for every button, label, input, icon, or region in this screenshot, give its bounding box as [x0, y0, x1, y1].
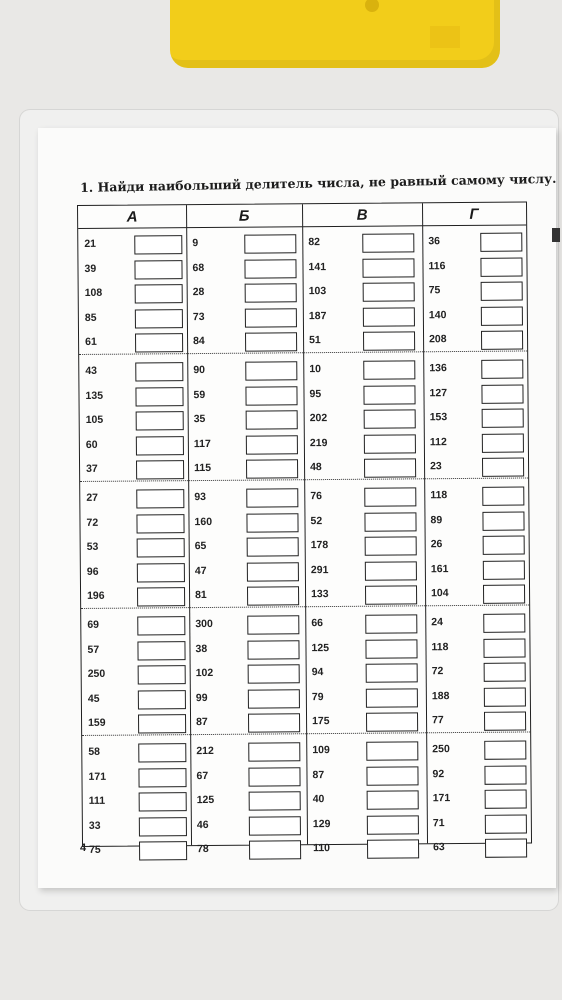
problem-number: 84 [193, 335, 205, 348]
answer-box[interactable] [485, 814, 527, 833]
problem-cell [189, 535, 305, 560]
problem-number: 175 [312, 715, 330, 728]
problem-cell [305, 612, 425, 637]
problem-cell [79, 360, 187, 385]
answer-box[interactable] [135, 284, 183, 303]
answer-box[interactable] [138, 743, 186, 762]
answer-box[interactable] [245, 361, 297, 380]
problem-number: 21 [84, 237, 97, 250]
problem-number: 178 [310, 539, 329, 552]
answer-box[interactable] [484, 687, 526, 706]
answer-box[interactable] [481, 384, 523, 403]
answer-box[interactable] [138, 665, 186, 684]
problem-number: 53 [86, 541, 99, 554]
problem-cell [424, 407, 528, 432]
problem-cell [303, 305, 423, 330]
problem-cell [307, 813, 427, 838]
problem-number: 125 [311, 641, 330, 654]
problem-cell [424, 509, 528, 534]
problem-number: 160 [194, 515, 213, 528]
problem-number: 112 [429, 435, 447, 449]
problem-cell [190, 740, 306, 765]
answer-box[interactable] [136, 461, 184, 480]
problem-cell [189, 560, 305, 585]
problem-cell [79, 307, 187, 332]
problem-number: 63 [433, 841, 445, 854]
answer-box[interactable] [481, 360, 523, 379]
answer-box[interactable] [137, 641, 185, 660]
hole-shape [365, 0, 379, 12]
problem-cell [187, 384, 303, 409]
problem-number: 133 [311, 588, 329, 601]
problem-number: 90 [193, 364, 206, 377]
problem-number: 75 [428, 284, 441, 297]
problem-number: 208 [429, 333, 447, 346]
problem-cell [189, 613, 305, 638]
problem-number: 37 [86, 463, 98, 476]
problem-cell [306, 661, 426, 686]
problem-number: 46 [196, 818, 209, 831]
answer-box[interactable] [482, 486, 524, 505]
problem-cell [427, 837, 531, 862]
problem-number: 161 [430, 562, 449, 576]
problem-number: 61 [85, 336, 97, 349]
problem-number: 127 [429, 386, 448, 399]
problem-cell [303, 280, 423, 305]
answer-box[interactable] [362, 258, 414, 277]
problem-number: 105 [85, 413, 104, 427]
problem-cell [187, 281, 303, 306]
problem-number: 135 [85, 389, 104, 402]
problem-number: 140 [428, 308, 447, 322]
problem-cell [81, 639, 189, 664]
problem-number: 110 [313, 842, 331, 855]
binder-tab [552, 228, 560, 242]
problem-number: 28 [192, 286, 205, 299]
answer-box[interactable] [135, 362, 183, 381]
problem-number: 109 [312, 744, 330, 757]
answer-box[interactable] [362, 233, 414, 252]
problem-number: 87 [312, 768, 325, 781]
answer-box[interactable] [481, 306, 523, 325]
answer-box[interactable] [248, 714, 300, 733]
answer-box[interactable] [365, 561, 417, 580]
answer-box[interactable] [364, 512, 416, 531]
answer-box[interactable] [135, 387, 183, 406]
problem-number: 250 [87, 667, 106, 681]
answer-box[interactable] [366, 688, 418, 707]
answer-box[interactable] [139, 792, 187, 811]
problem-cell [80, 434, 188, 459]
answer-box[interactable] [485, 790, 527, 809]
problem-number: 72 [431, 665, 444, 678]
problem-number: 82 [308, 236, 321, 249]
answer-box[interactable] [247, 615, 299, 634]
problem-number: 250 [432, 743, 450, 756]
problem-number: 36 [428, 235, 441, 248]
problem-number: 77 [432, 714, 444, 727]
problem-number: 196 [87, 590, 105, 603]
answer-box[interactable] [137, 616, 185, 635]
answer-box[interactable] [245, 283, 297, 302]
problem-number: 57 [87, 643, 100, 656]
problem-cell [83, 790, 191, 815]
problem-cell [423, 382, 527, 407]
answer-box[interactable] [483, 638, 525, 657]
problem-number: 79 [311, 690, 324, 703]
problem-cell [186, 232, 302, 257]
problem-cell [305, 637, 425, 662]
answer-box[interactable] [135, 334, 183, 353]
problem-cell [424, 484, 528, 509]
answer-box[interactable] [249, 841, 301, 860]
answer-box[interactable] [363, 360, 415, 379]
problem-number: 73 [192, 310, 205, 323]
answer-box[interactable] [245, 333, 297, 352]
problem-cell [423, 280, 527, 305]
problem-cell [303, 358, 423, 383]
column-header: А [78, 205, 186, 229]
answer-box[interactable] [484, 712, 526, 731]
problem-cell [423, 304, 527, 329]
answer-box[interactable] [136, 489, 184, 508]
problem-cell [82, 766, 190, 791]
answer-box[interactable] [139, 842, 187, 861]
answer-box[interactable] [482, 433, 524, 452]
answer-box[interactable] [484, 663, 526, 682]
answer-box[interactable] [139, 817, 187, 836]
answer-box[interactable] [364, 487, 416, 506]
problem-cell [188, 486, 304, 511]
answer-box[interactable] [365, 586, 417, 605]
problem-number: 76 [310, 490, 323, 503]
problem-cell [306, 764, 426, 789]
problem-number: 92 [432, 767, 445, 780]
problem-number: 129 [312, 817, 331, 830]
problem-number: 43 [85, 364, 98, 377]
problem-number: 10 [309, 363, 322, 376]
problem-number: 187 [308, 309, 327, 322]
problem-number: 85 [84, 311, 97, 324]
answer-box[interactable] [363, 307, 415, 326]
slot-shape [430, 26, 460, 48]
problem-cell [191, 814, 307, 839]
answer-box[interactable] [134, 260, 182, 279]
answer-box[interactable] [249, 791, 301, 810]
problem-number: 102 [195, 667, 214, 680]
answer-box[interactable] [480, 257, 522, 276]
problem-cell [188, 433, 304, 458]
problem-number: 104 [431, 587, 449, 600]
answer-box[interactable] [247, 587, 299, 606]
answer-box[interactable] [484, 740, 526, 759]
answer-box[interactable] [363, 385, 415, 404]
answer-box[interactable] [481, 331, 523, 350]
problem-number: 71 [432, 816, 445, 830]
problem-cell [422, 255, 526, 280]
problem-cell [427, 788, 531, 813]
problem-number: 87 [196, 716, 208, 729]
problem-cell [426, 661, 530, 686]
problem-number: 35 [193, 413, 206, 426]
problem-number: 75 [89, 844, 101, 857]
problem-cell [80, 409, 188, 434]
problem-number: 38 [195, 642, 208, 655]
problem-cell [83, 815, 191, 840]
problem-cell [302, 231, 422, 256]
answer-box[interactable] [365, 537, 417, 556]
problem-number: 93 [194, 490, 207, 504]
answer-box[interactable] [137, 563, 185, 582]
problem-number: 23 [430, 460, 442, 473]
answer-box[interactable] [363, 332, 415, 351]
answer-box[interactable] [136, 514, 184, 533]
problem-cell [426, 738, 530, 763]
answer-box[interactable] [365, 614, 417, 633]
problem-number: 96 [86, 565, 99, 578]
answer-box[interactable] [244, 259, 296, 278]
answer-box[interactable] [136, 436, 184, 455]
problem-cell [188, 511, 304, 536]
problem-number: 9 [192, 237, 199, 250]
problem-number: 117 [193, 437, 211, 450]
problem-cell [79, 385, 187, 410]
problem-cell [305, 559, 425, 584]
problem-cell [189, 638, 305, 663]
problem-cell [304, 407, 424, 432]
answer-box[interactable] [248, 742, 300, 761]
problem-cell [191, 789, 307, 814]
problem-number: 95 [309, 387, 322, 400]
column-header: Г [422, 202, 526, 226]
problem-number: 69 [87, 618, 100, 631]
problem-number: 67 [196, 769, 209, 782]
problem-number: 47 [194, 564, 207, 577]
answer-box[interactable] [138, 715, 186, 734]
answer-box[interactable] [366, 713, 418, 732]
problem-cell [81, 561, 189, 586]
problem-number: 118 [430, 489, 448, 502]
problem-cell [190, 662, 306, 687]
answer-box[interactable] [248, 664, 300, 683]
problem-cell [427, 812, 531, 837]
answer-box[interactable] [366, 766, 418, 785]
problem-number: 111 [88, 794, 106, 808]
problem-number: 219 [309, 436, 328, 449]
answer-box[interactable] [137, 588, 185, 607]
answer-box[interactable] [482, 511, 524, 530]
problem-number: 26 [430, 538, 443, 551]
answer-box[interactable] [364, 459, 416, 478]
answer-box[interactable] [246, 513, 298, 532]
answer-box[interactable] [248, 689, 300, 708]
problem-cell [81, 614, 189, 639]
problem-cell [425, 558, 529, 583]
problem-number: 125 [196, 794, 215, 807]
answer-box[interactable] [246, 435, 298, 454]
answer-box[interactable] [483, 536, 525, 555]
answer-box[interactable] [137, 538, 185, 557]
problem-number: 33 [88, 819, 101, 832]
problem-number: 60 [85, 438, 98, 451]
answer-box[interactable] [483, 613, 525, 632]
answer-box[interactable] [363, 283, 415, 302]
answer-box[interactable] [135, 309, 183, 328]
problem-number: 51 [309, 334, 321, 347]
problem-number: 89 [430, 513, 443, 526]
problem-number: 65 [194, 540, 207, 553]
answer-box[interactable] [248, 767, 300, 786]
column-header: В [302, 203, 422, 227]
problem-cell [303, 383, 423, 408]
answer-box[interactable] [246, 410, 298, 429]
problem-number: 40 [312, 793, 325, 806]
problem-cell [81, 536, 189, 561]
problem-number: 52 [310, 514, 323, 527]
answer-box[interactable] [367, 815, 419, 834]
problem-cell [188, 408, 304, 433]
answer-box[interactable] [365, 639, 417, 658]
problem-cell [304, 510, 424, 535]
problem-cell [82, 688, 190, 713]
problem-cell [426, 685, 530, 710]
answer-box[interactable] [366, 741, 418, 760]
task-title: 1. Найди наибольший делитель числа, не равный самому числу. [80, 170, 557, 195]
answer-box[interactable] [136, 411, 184, 430]
problem-cell [306, 686, 426, 711]
problem-cell [306, 739, 426, 764]
problem-cell [302, 256, 422, 281]
answer-box[interactable] [247, 562, 299, 581]
problem-cell [304, 485, 424, 510]
answer-box[interactable] [134, 235, 182, 254]
problem-cell [83, 840, 191, 865]
problem-cell [423, 357, 527, 382]
problem-number: 153 [429, 411, 448, 424]
answer-box[interactable] [138, 768, 186, 787]
problem-cell [79, 282, 187, 307]
problem-cell [186, 257, 302, 282]
answer-box[interactable] [138, 690, 186, 709]
answer-box[interactable] [245, 386, 297, 405]
problem-number: 99 [195, 691, 208, 704]
problem-cell [425, 534, 529, 559]
problem-cell [422, 230, 526, 255]
problem-number: 171 [432, 792, 451, 805]
problem-cell [82, 741, 190, 766]
problem-cell [78, 233, 186, 258]
problem-number: 188 [431, 689, 450, 703]
page-number: 4 [80, 842, 87, 854]
problem-number: 68 [192, 261, 205, 274]
problem-number: 94 [311, 666, 324, 679]
problem-number: 202 [309, 412, 328, 425]
problem-cell [424, 431, 528, 456]
problem-cell [190, 687, 306, 712]
yellow-plastic-object [170, 0, 500, 68]
problem-number: 159 [88, 717, 106, 730]
answer-box[interactable] [246, 488, 298, 507]
problem-number: 59 [193, 388, 206, 401]
answer-box[interactable] [249, 816, 301, 835]
answer-box[interactable] [247, 640, 299, 659]
problem-cell [78, 258, 186, 283]
problem-number: 118 [431, 640, 449, 653]
problem-cell [191, 839, 307, 864]
answer-box[interactable] [244, 234, 296, 253]
problem-cell [305, 534, 425, 559]
problem-number: 212 [196, 744, 214, 758]
problem-number: 116 [428, 259, 446, 272]
answer-box[interactable] [480, 233, 522, 252]
column-header: Б [186, 204, 302, 228]
problem-cell [80, 512, 188, 537]
problem-number: 108 [84, 286, 103, 300]
answer-box[interactable] [482, 458, 524, 477]
problem-cell [426, 763, 530, 788]
problem-number: 39 [84, 262, 97, 275]
problem-cell [307, 788, 427, 813]
answer-box[interactable] [364, 434, 416, 453]
answer-box[interactable] [367, 791, 419, 810]
problem-number: 58 [88, 745, 101, 758]
problem-number: 141 [308, 260, 327, 273]
problem-cell [187, 306, 303, 331]
answer-grid [77, 201, 532, 857]
problem-number: 72 [86, 516, 99, 529]
answer-box[interactable] [481, 282, 523, 301]
problem-cell [80, 487, 188, 512]
problem-cell [307, 838, 427, 863]
problem-number: 24 [431, 616, 444, 629]
problem-cell [190, 765, 306, 790]
answer-box[interactable] [245, 308, 297, 327]
problem-number: 27 [86, 491, 99, 504]
answer-box[interactable] [483, 560, 525, 579]
answer-box[interactable] [482, 409, 524, 428]
problem-cell [187, 359, 303, 384]
answer-box[interactable] [247, 537, 299, 556]
problem-cell [82, 663, 190, 688]
problem-cell [425, 636, 529, 661]
problem-number: 45 [87, 692, 100, 705]
problem-number: 81 [195, 589, 207, 602]
problem-number: 103 [308, 285, 327, 298]
answer-box[interactable] [367, 840, 419, 859]
answer-box[interactable] [364, 410, 416, 429]
answer-box[interactable] [366, 664, 418, 683]
problem-cell [425, 611, 529, 636]
problem-number: 171 [88, 770, 107, 783]
problem-number: 115 [194, 462, 212, 475]
answer-box[interactable] [483, 585, 525, 604]
problem-number: 66 [311, 617, 324, 630]
problem-number: 78 [197, 843, 209, 856]
answer-box[interactable] [485, 839, 527, 858]
problem-number: 48 [310, 461, 322, 474]
answer-box[interactable] [246, 460, 298, 479]
problem-number: 300 [195, 617, 213, 631]
answer-box[interactable] [484, 765, 526, 784]
problem-cell [304, 432, 424, 457]
problem-number: 291 [310, 563, 329, 576]
problem-number: 136 [429, 362, 447, 375]
